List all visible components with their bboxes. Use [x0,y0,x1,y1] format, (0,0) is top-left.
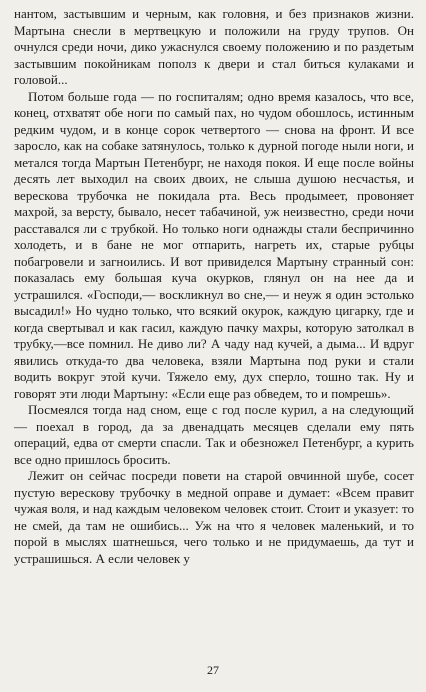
paragraph-1: нантом, застывшим и черным, как головня, и без признаков жизни. Мартына снесли в мертвецкую и положили на груду трупов. Он очнулся среди ночи, дико ужаснулся своему положению и по раздетым застывшим покойникам пополз к двери и стал биться кулаками и головой... [14,6,414,87]
page-number: 27 [207,663,219,677]
page-text [14,6,414,567]
paragraph-2: Потом больше года — по госпиталям; одно время казалось, что все, конец, отхватят обе ноги по самый пах, но чудом обошлось, истинным редким чудом, и в конце сорок четвертого — снова на фронт. И все заросло, как на собаке затянулось, только к дурной погоде ныли ноги, и метался тогда Мартын Петенбург, не находя покоя. И еще после войны десять лет выходил на своих двоих, не слыша душою несчастья, и верескова трубочка не покидала рта. Весь продымеет, провоняет махрой, за версту, бывало, несет табачиной, уж неизвестно, среди ночи расставался ли с трубкой. Но только ноги однажды стали беспричинно холодеть, и в бане не мог отпарить, нагреть их, старые рубцы побагровели и загноились. И вот привиделся Мартыну странный сон: показалась ему большая куча окурков, глянул он на нее да и устрашился. «Господи,— воскликнул во сне,— и неуж я один эстолько высадил!» Но чудно только, что всякий окурок, каждую цигарку, где и когда свертывал и как гасил, каждую пачку махры, которую затолкал в трубку,—все помнил. Не диво ли? А чаду над кучей, а дыма... И вдруг явились откуда-то два человека, взяли Мартына под руки и стали водить вокруг этой кучи. Тяжело ему, дух сперло, тошно так. Ну и говорят эти люди Мартыну: «Если еще раз обведем, то и помрешь». [14,88,414,401]
paragraph-3: Посмеялся тогда над сном, еще с год после курил, а на следующий — поехал в город, да за двенадцать месяцев сделали ему пять операций, едва от смерти спасли. Так и обезножел Петенбург, а курить все одно пришлось бросить. [14,402,414,467]
paragraph-4: Лежит он сейчас посреди повети на старой овчинной шубе, сосет пустую верескову трубочку в медной оправе и думает: «Всем правит чужая воля, и над каждым человеком человек стоит. Стоит и указует: то не смей, да там не ошибись... Уж на что я человек маленький, и то порой в мыслях шатнешься, чего только и не придумаешь, да тут и устрашишься. А если человек у [14,468,414,566]
